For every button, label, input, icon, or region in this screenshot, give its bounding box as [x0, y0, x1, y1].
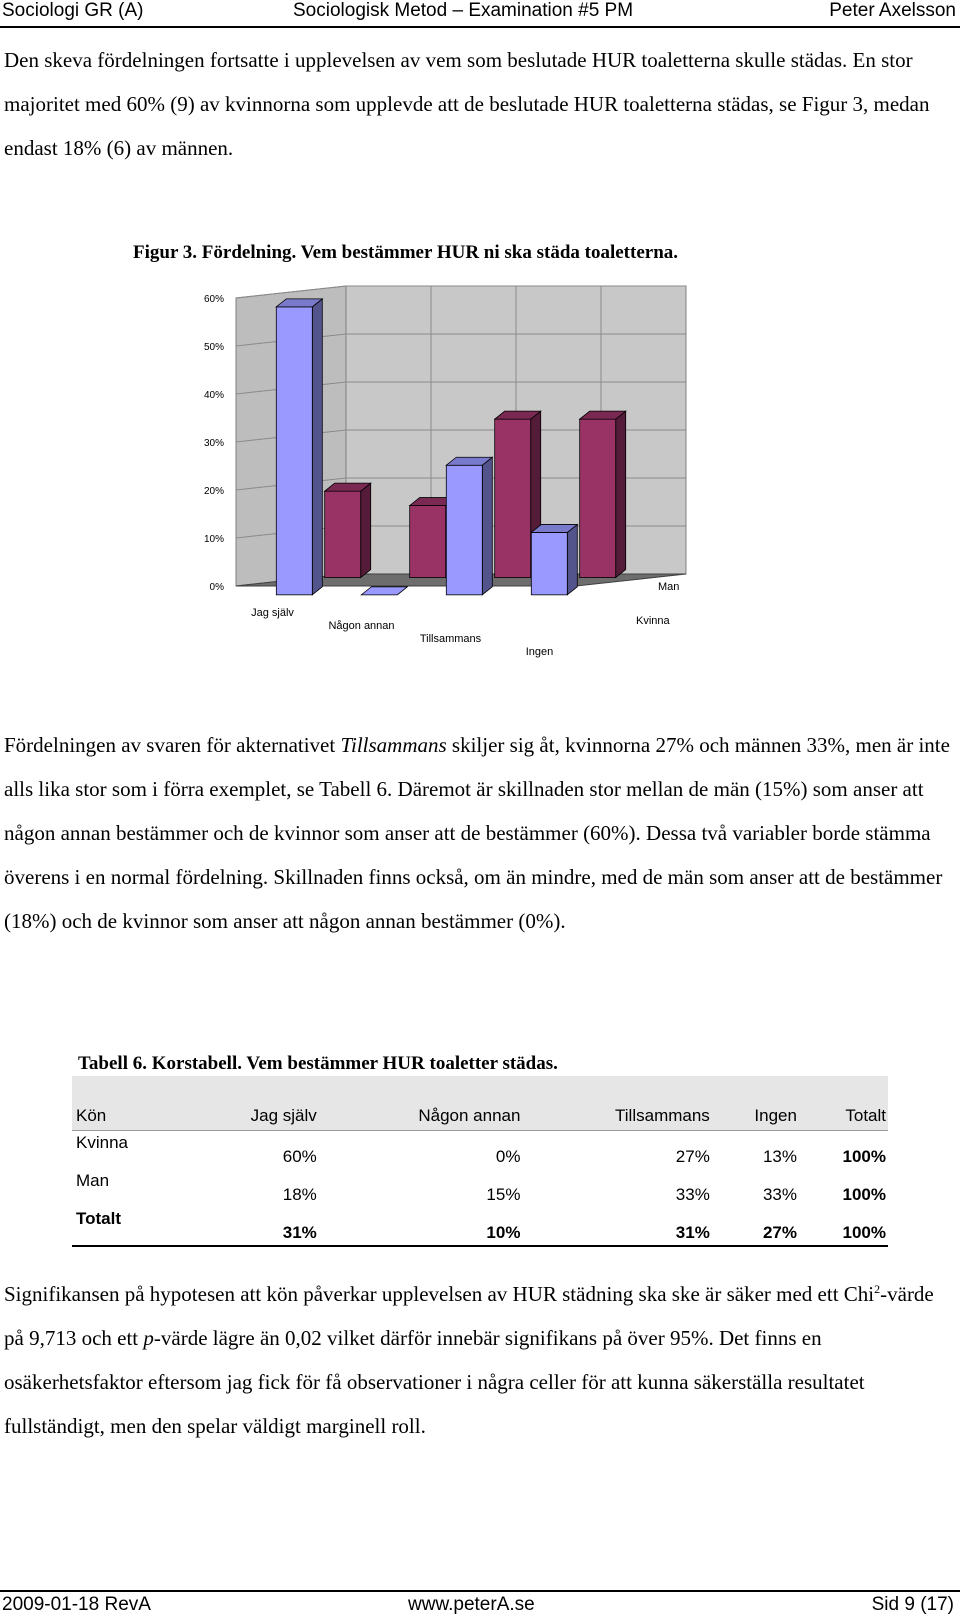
- chart-y-tick-label: 30%: [203, 438, 224, 449]
- header-course: Sociologi GR (A): [2, 0, 144, 21]
- paragraph-intro-text: Den skeva fördelningen fortsatte i upplevelsen av vem som beslutade HUR toaletterna skulle städas. En stor majoritet med 60% (9) av kvinnorna som upplevde att de beslutade HUR toaletterna städas, se Figur 3, medan endast 18% (6) av männen.: [4, 48, 930, 160]
- page-header: [0, 0, 960, 24]
- chart-series-label: Kvinna: [636, 615, 670, 627]
- header-title: Sociologisk Metod – Examination #5 PM: [293, 0, 634, 21]
- table-row: [72, 1207, 888, 1246]
- chart-y-tick-label: 20%: [203, 486, 224, 497]
- paragraph-intro: [4, 38, 952, 170]
- table-cell: 100%: [842, 1185, 886, 1204]
- table-cell: Totalt: [72, 1207, 185, 1246]
- table-row: [72, 1169, 888, 1207]
- chart-bar-man: [580, 419, 616, 577]
- table-cell: Man: [76, 1171, 110, 1190]
- table-cell: 60%: [282, 1147, 317, 1166]
- table-header-cell: Jag själv: [185, 1076, 318, 1131]
- paragraph-significance-part-a: Signifikansen på hypotesen att kön påverkar upplevelsen av HUR städning ska ske är säker med ett Chi: [4, 1282, 875, 1306]
- paragraph-analysis-italic: Tillsammans: [340, 733, 447, 757]
- table-header-cell: Någon annan: [319, 1076, 523, 1131]
- crosstab-table: [72, 1076, 888, 1247]
- footer-website: www.peterA.se: [408, 1594, 535, 1615]
- header-author: Peter Axelsson: [829, 0, 956, 21]
- table-cell: 0%: [495, 1147, 521, 1166]
- chart-bar-kvinna: [446, 465, 482, 595]
- table-cell: 27%: [712, 1207, 799, 1246]
- bar-chart-3d: [180, 285, 740, 685]
- footer-divider: [0, 1590, 960, 1592]
- chart-y-tick-label: 50%: [203, 342, 224, 353]
- table-cell: 31%: [522, 1207, 711, 1246]
- table-caption: Tabell 6. Korstabell. Vem bestämmer HUR toaletter städas.: [78, 1053, 558, 1074]
- chart-bar-man: [325, 491, 361, 577]
- table-cell: 100%: [842, 1147, 886, 1166]
- chart-y-tick-label: 60%: [203, 294, 224, 305]
- chart-y-tick-label: 0%: [209, 582, 224, 593]
- paragraph-analysis: [4, 723, 952, 943]
- paragraph-analysis-text: [4, 723, 952, 943]
- chart-category-label: Ingen: [525, 646, 554, 658]
- table-header-cell: Tillsammans: [522, 1076, 711, 1131]
- chart-bar-man-side: [361, 483, 371, 577]
- paragraph-significance: [4, 1272, 952, 1448]
- table-row: [72, 1131, 888, 1170]
- paragraph-significance-part-c: -värde lägre än 0,02 vilket därför innebär signifikans på över 95%. Det finns en osäkerhetsfaktor eftersom jag fick för få observationer i några celler för att kunna säkerställa resultatet fullständigt, men den spelar väldigt marginell roll.: [4, 1326, 865, 1438]
- chart-category-label: Tillsammans: [419, 633, 482, 645]
- chart-bar-kvinna-side: [312, 299, 322, 595]
- chart-category-label: Någon annan: [328, 620, 395, 632]
- figure-caption: Figur 3. Fördelning. Vem bestämmer HUR ni ska städa toaletterna.: [133, 242, 679, 263]
- table-cell: 33%: [675, 1185, 710, 1204]
- chart-y-tick-label: 10%: [203, 534, 224, 545]
- chart-bar-kvinna: [276, 307, 312, 595]
- table-cell: 18%: [282, 1185, 317, 1204]
- chart-bar-man: [410, 506, 446, 578]
- superscript-two: 2: [874, 1282, 881, 1296]
- table-cell: 13%: [762, 1147, 797, 1166]
- chart-category-label: Jag själv: [251, 607, 294, 619]
- paragraph-significance-text: [4, 1272, 952, 1448]
- table-cell: 31%: [185, 1207, 318, 1246]
- table-cell: 33%: [762, 1185, 797, 1204]
- footer-page-number: Sid 9 (17): [871, 1594, 954, 1615]
- chart-bar-kvinna: [531, 532, 567, 594]
- table-cell: Kvinna: [76, 1133, 128, 1152]
- chart-y-tick-label: 40%: [203, 390, 224, 401]
- header-divider: [0, 26, 960, 28]
- chart-bar-kvinna-side: [567, 524, 577, 594]
- chart-bar-kvinna: [361, 587, 407, 595]
- table-cell: 10%: [319, 1207, 523, 1246]
- chart-bar-man-side: [616, 411, 626, 577]
- table-header-row: [72, 1076, 888, 1131]
- paragraph-analysis-start: Fördelningen av svaren för akternativet: [4, 733, 341, 757]
- chart-bar-man: [495, 419, 531, 577]
- chart-bar-kvinna-side: [482, 457, 492, 595]
- table-header-cell: Kön: [72, 1076, 185, 1131]
- table-cell: 15%: [486, 1185, 521, 1204]
- table-cell: 100%: [799, 1207, 888, 1246]
- chart-series-label: Man: [658, 581, 680, 593]
- page-footer: [0, 1594, 960, 1616]
- footer-revision: 2009-01-18 RevA: [2, 1594, 151, 1615]
- table-cell: 27%: [675, 1147, 710, 1166]
- table-header-cell: Ingen: [712, 1076, 799, 1131]
- paragraph-significance-italic: p: [143, 1326, 154, 1350]
- paragraph-significance-part-b: -värde på 9,713 och ett: [4, 1282, 934, 1350]
- paragraph-analysis-end: skiljer sig åt, kvinnorna 27% och männen 33%, men är inte alls lika stor som i förra exemplet, se Tabell 6. Däremot är skillnaden stor mellan de män (15%) som anser att någon annan bestämmer och de kvinnor som anser att de bestämmer (60%). Dessa två variabler borde stämma överens i en normal fördelning. Skillnaden finns också, om än mindre, med de män som anser att de bestämmer (18%) och de kvinnor som anser att någon annan bestämmer (0%).: [4, 733, 950, 933]
- table-header-cell: Totalt: [799, 1076, 888, 1131]
